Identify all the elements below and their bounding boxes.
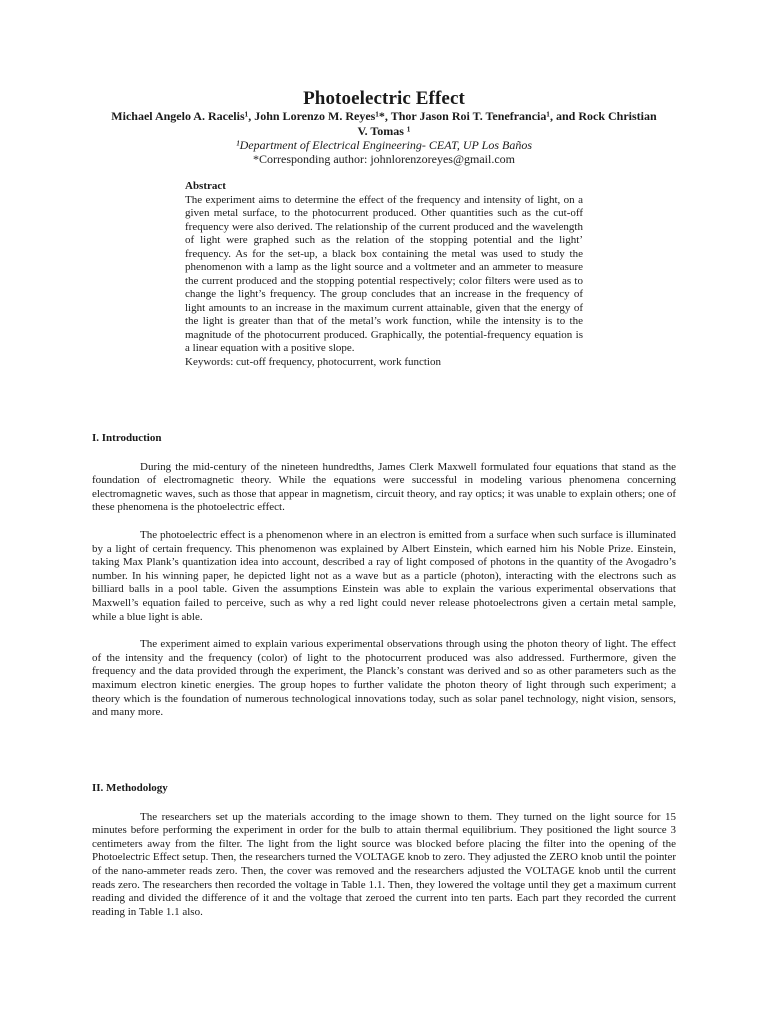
introduction-heading: I. Introduction [92,432,162,444]
methodology-paragraph-1: The researchers set up the materials according to the image shown to them. They turned on the light source for 15 minutes before performing the experiment in order for the bulb to attain thermal equilibrium. They positioned the light source 3 centimeters away from the filter. The light from the light source was blocked before placing the filter into the opening of the Photoelectric Effect setup. Then, the researchers turned the VOLTAGE knob to zero. They adjusted the ZERO knob until the pointer of the nano-ammeter reads zero. Then, the cover was removed and the researchers adjusted the VOLTAGE knob until the current reads zero. The researchers then recorded the voltage in Table 1.1. Then, they lowered the voltage until they get a maximum current reading and divided the difference of it and the voltage that zeroed the current into ten parts. Each part they recorded the current reading in Table 1.1 also. [92,810,676,918]
intro-paragraph-3: The experiment aimed to explain various experimental observations through using the photon theory of light. The effect of the intensity and the frequency (color) of light to the photocurrent produced was also addressed. Furthermore, given the frequency and the data provided through the experiment, the Planck’s constant was derived and so as other parameters such as the maximum electron kinetic energies. The group hopes to further validate the photon theory of light through such experiment; a theory which is the foundation of numerous technological innovations today, such as solar panel technology, night vision, sensors, and many more. [92,638,676,719]
introduction-section [92,432,676,720]
paper-title: Photoelectric Effect [303,88,465,109]
corresponding-author: *Corresponding author: johnlorenzoreyes@gmail.com [253,152,515,166]
intro-paragraph-1: During the mid-century of the nineteen hundredths, James Clerk Maxwell formulated four equations that stand as the foundation of electromagnetic theory. While the equations were successful in modeling various phenomena concerning electromagnetic waves, such as those that appear in magnetism, circuit theory, and ray optics; it was unable to explain others; one of these phenomena is the photoelectric effect. [92,460,676,514]
methodology-heading: II. Methodology [92,782,168,794]
keywords: Keywords: cut-off frequency, photocurrent, work function [185,355,441,368]
author-list: Michael Angelo A. Racelis¹, John Lorenzo M. Reyes¹*, Thor Jason Roi T. Tenefrancia¹, and Rock Christian V. Tomas ¹ [111,109,657,138]
abstract-heading: Abstract [185,180,226,192]
intro-paragraph-2: The photoelectric effect is a phenomenon where in an electron is emitted from a surface when such surface is illuminated by a light of certain frequency. This phenomenon was explained by Albert Einstein, which earned him his Noble Prize. Einstein, taking Max Plank’s quantization idea into account, described a ray of light composed of photons in the quantity of the Avogadro’s number. In his winning paper, he depicted light not as a wave but as a particle (photon), interacting with the electrons such as billiard balls in a pool table. Given the assumptions Einstein was able to explain the various experimental observations that Maxwell’s equation failed to perceive, such as why a red light could never release photoelectrons given a certain metal sample, while a blue light is able. [92,528,676,623]
abstract-text: The experiment aims to determine the effect of the frequency and intensity of light, on a given metal surface, to the photocurrent produced. Other quantities such as the cut-off frequency were also derived. The relationship of the current produced and the wavelength of light were graphed such as the relation of the stopping potential and the light’ frequency. As for the set-up, a black box containing the metal was used to study the phenomenon with a lamp as the light source and a voltmeter and an ammeter to measure the current produced and the stopping potential respectively; color filters were used as to change the light’s frequency. The group concludes that an increase in the frequency of light amounts to an increase in the maximum current attainable, given that the energy of the light is greater than that of the metal’s work function, while the intensity is to the magnitude of the photocurrent produced. Graphically, the potential-frequency equation is a linear equation with a positive slope. [185,193,583,354]
affiliation: ¹Department of Electrical Engineering- CEAT, UP Los Baños [235,138,532,152]
abstract-section [185,180,583,369]
methodology-section [92,782,676,919]
